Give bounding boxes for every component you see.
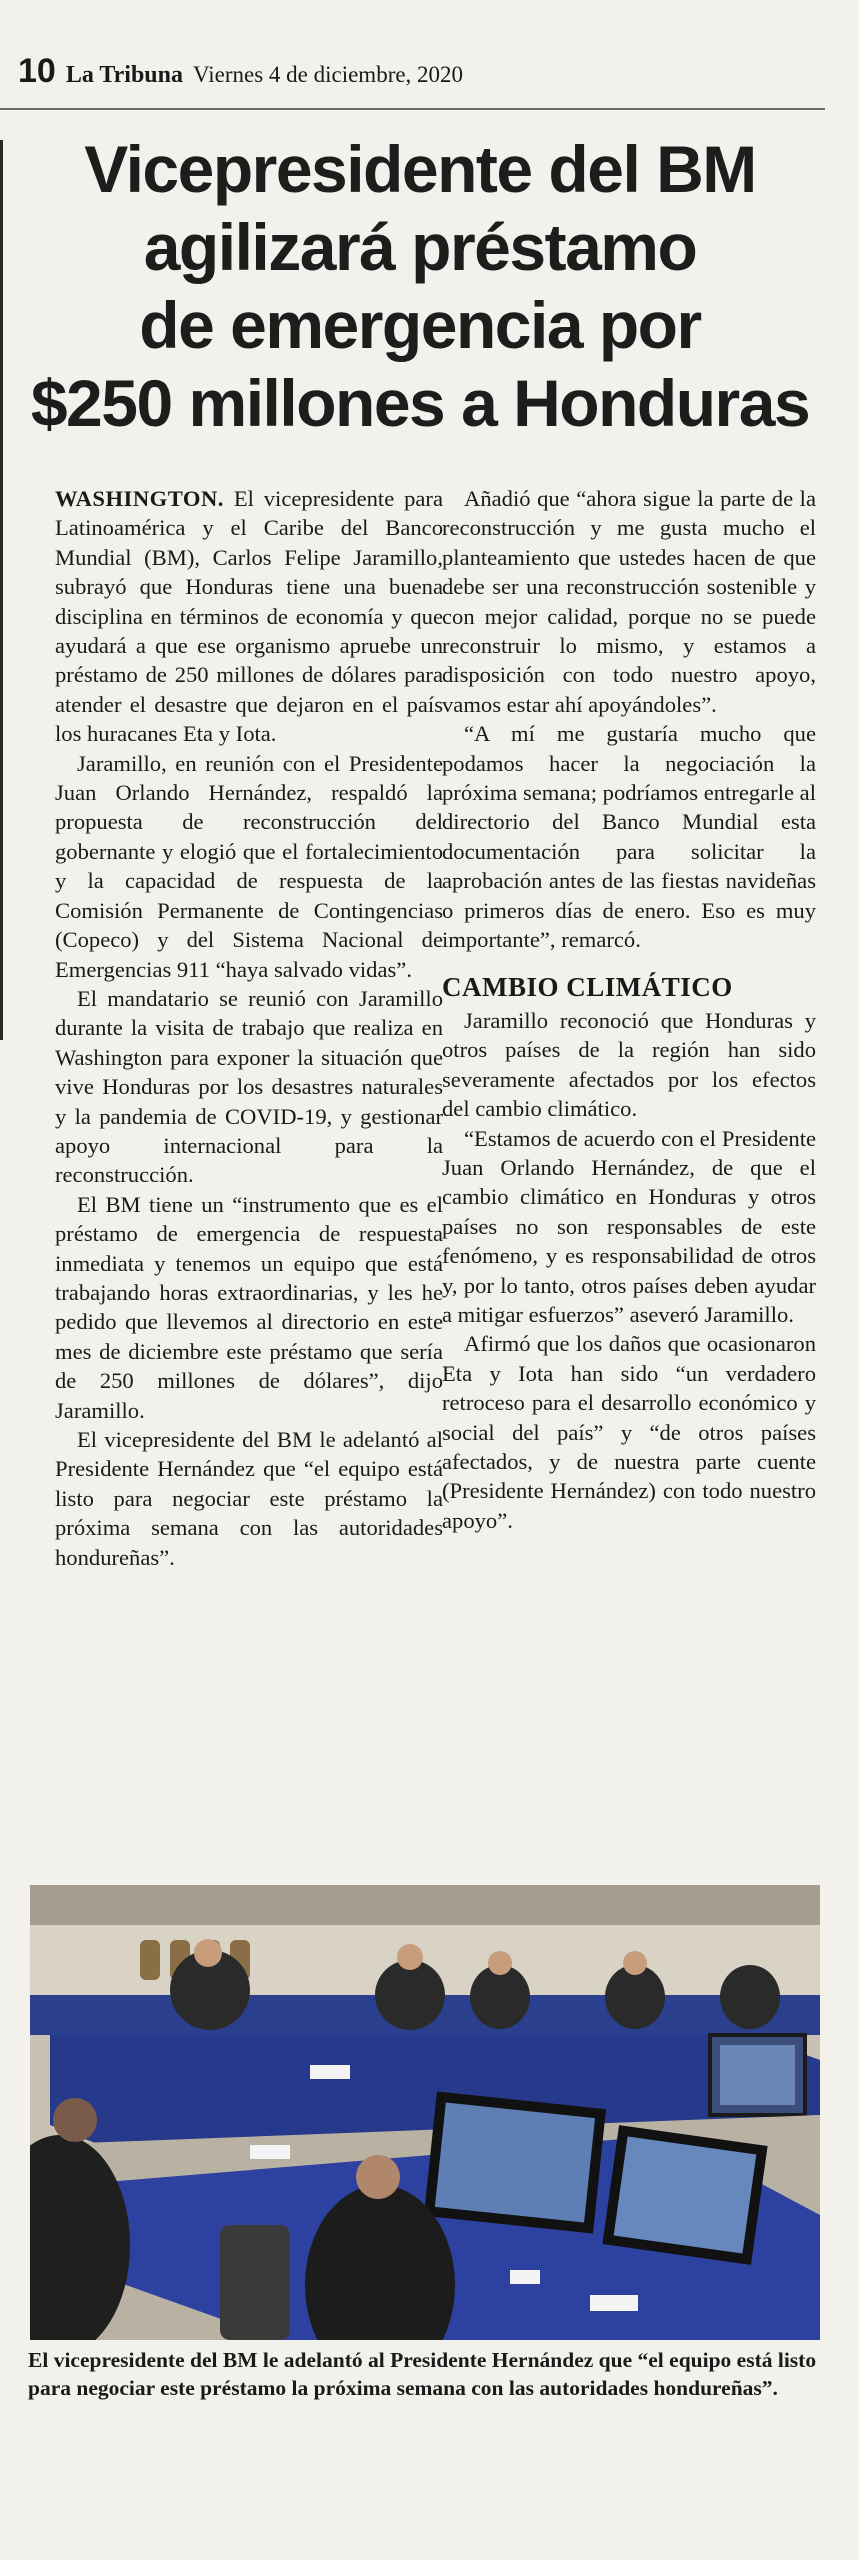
folio-rule [0,108,825,110]
folio [18,52,818,92]
article-paragraph [55,484,443,749]
meeting-photo-illustration [30,1885,820,2340]
article-paragraph: El mandatario se reunió con Jaramillo durante la visita de trabajo que realiza en Washington para exponer la situación que vive Honduras por los desastres naturales y la pandemia de COVID-19, y gestionar apoyo internacional para la reconstrucción. [55,985,443,1188]
issue-date: Viernes 4 de diciembre, 2020 [193,62,464,87]
side-rule [0,140,3,1040]
article-paragraph: El vicepresidente del BM le adelantó al Presidente Hernández que “el equipo está listo para negociar este préstamo la próxima semana con las autoridades hondureñas”. [55,1427,443,1570]
headline [20,130,820,442]
section-subhead: CAMBIO CLIMÁTICO [442,971,733,1002]
article-paragraph: El BM tiene un “instrumento que es el préstamo de emergencia de respuesta inmediata y tenemos un equipo que está trabajando horas extraordinarias, y les he pedido que llevemos al directorio en este mes de diciembre este préstamo que sería de 250 millones de dólares”, dijo Jaramillo. [55,1191,443,1423]
page-number: 10 [18,52,56,90]
dateline: WASHINGTON. [55,486,224,511]
paragraph-text: El vicepresidente para Latinoamérica y el Caribe del Banco Mundial (BM), Carlos Felipe Jaramillo, subrayó que Honduras tiene una buena disciplina en términos de economía y que ayudará a que ese organismo apruebe un préstamo de 250 millones de dólares para atender el desastre que dejaron en el país los huracanes Eta y Iota. [55,486,443,747]
article-paragraph: “A mí me gustaría mucho que podamos hacer la negociación la próxima semana; podríamos entregarle al directorio del Banco Mundial esta documentación para solicitar la aprobación antes de las fiestas navideñas o primeros días de enero. Eso es muy importante”, remarcó. [442,721,816,953]
headline-line: $250 millones a Honduras [30,366,810,440]
article-paragraph: Jaramillo, en reunión con el Presidente Juan Orlando Hernández, respaldó la propuesta de reconstrucción del gobernante y elogió que el fortalecimiento y la capacidad de respuesta de la Comisión Permanente de Contingencias (Copeco) y del Sistema Nacional de Emergencias 911 “haya salvado vidas”. [55,750,443,982]
meeting-photo [30,1885,820,2340]
headline-line: agilizará préstamo [143,210,697,284]
headline-line: de emergencia por [139,288,701,362]
paper-name: La Tribuna [65,62,183,88]
article-paragraph: “Estamos de acuerdo con el Presidente Juan Orlando Hernández, de que el cambio climático en Honduras y otros países no son responsables de este fenómeno, y es responsabilidad de otros y, por lo tanto, otros países deben ayudar a mitigar esfuerzos” aseveró Jaramillo. [442,1125,816,1327]
photo-caption: El vicepresidente del BM le adelantó al Presidente Hernández que “el equipo está listo para negociar este préstamo la próxima semana con las autoridades hondureñas”. [28,2348,817,2400]
article-paragraph: Añadió que “ahora sigue la parte de la reconstrucción y me gusta mucho el planteamiento que ustedes hacen de que debe ser una reconstrucción sostenible y con mejor calidad, porque no se puede reconstruir lo mismo, y estamos a disposición con todo nuestro apoyo, vamos estar ahí apoyándoles”. [442,486,816,717]
article-column-left [55,484,443,1572]
article-paragraph: Afirmó que los daños que ocasionaron Eta y Iota han sido “un verdadero retroceso para el desarrollo económico y social del país” y “de otros países afectados, y de nuestra parte cuente (Presidente Hernández) con todo nuestro apoyo”. [442,1331,816,1533]
headline-line: Vicepresidente del BM [84,132,756,206]
article-column-right [442,484,816,1535]
article-paragraph: Jaramillo reconoció que Honduras y otros países de la región han sido severamente afectados por los efectos del cambio climático. [442,1007,816,1122]
